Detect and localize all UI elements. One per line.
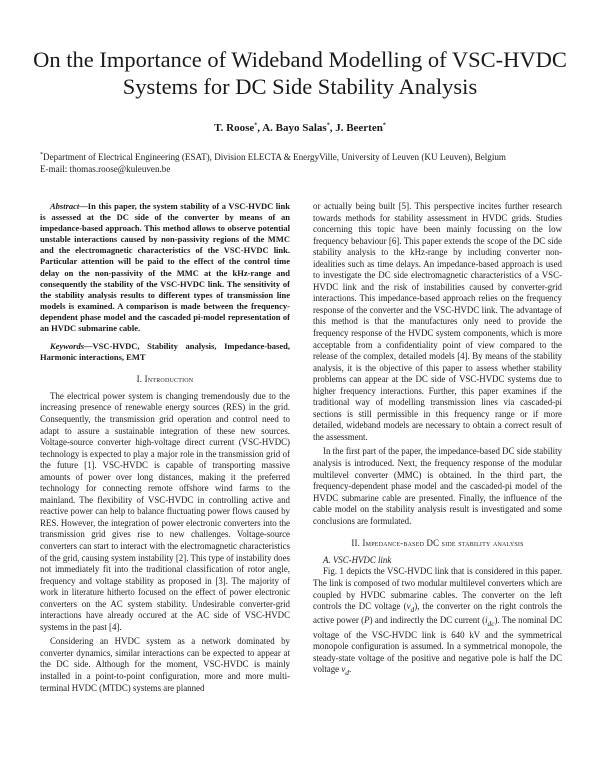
paragraph: In the first part of the paper, the impedance-based DC side stability analysis is introduced. Next, the frequency response of the modular multilevel converter (MMC) is obtained. In the third part, the frequency-dependent phase model and the cascaded-pi model of the HVDC submarine cable are presented. Finally, the influence of the cable model on the stability analysis result is investigated and some conclusions are formulated.	[313, 446, 562, 526]
section-heading-impedance	[313, 538, 562, 550]
paragraph: or actually being built [5]. This perspective incites further research towards methods for stability assessment in HVDC grids. Studies concerning this topic have been mainly focussing on the low frequency behaviour [6]. This paper extends the scope of the DC side stability analysis to the kHz-range by including converter non-idealities such as time delays. An impedance-based approach is used to investigate the DC side electromagnetic characteristics of a VSC-HVDC link and the risk of instabilities caused by converter-grid interactions. This impedance-based approach relies on the frequency response of the converter and the VSC-HVDC link. The advantage of this method is that the manufactures only need to provide the frequency response of the HVDC system components, which is more acceptable from a confidentiality point of view compared to the release of the complex, detailed models [4]. By means of the stability analysis, it is the objective of this paper to assess whether stability problems can appear at the DC side of VSC-HVDC systems due to higher frequency interactions. Further, this paper examines if the traditional way of modelling transmission lines via cascaded-pi sections is still permissible in this frequency range or if more detailed, wideband models are necessary to obtain a correct result of the assessment.	[313, 201, 562, 442]
math-idc	[485, 615, 495, 629]
paragraph	[313, 566, 562, 678]
affiliation	[40, 152, 560, 175]
author-mark: *	[326, 122, 330, 129]
keywords: Keywords—VSC-HVDC, Stability analysis, Impedance-based, Harmonic interactions, EMT	[40, 341, 290, 363]
keywords-label: Keywords	[50, 341, 84, 352]
abstract-text: In this paper, the system stability of a VSC-HVDC link is assessed at the DC side of the converter by means of an impedance-based approach. This method allows to observe potential unstable interactions caused by non-passivity regions of the MMC and the electromagnetic characteristics of the VSC-HVDC link. Particular attention will be paid to the effect of the control time delay on the non-passivity of the MMC at the kHz-range and consequently the stability of the VSC-HVDC link. The sensitivity of the stability analysis results to different types of transmission line models is examined. A comparison is made between the frequency-dependent phase model and the cascaded pi-model representation of an HVDC submarine cable.	[40, 201, 290, 334]
math-symbol: v	[406, 601, 411, 612]
text-run: ). The nominal DC voltage of the VSC-HVDC link is 640 kV and the symmetrical monopole configuration is assumed. In a symmetrical monopole, the steady-state voltage of the positive and negative pole is half the DC voltage	[313, 615, 562, 675]
text-run: ), the converter on the right controls the active power (	[313, 601, 562, 626]
math-subscript: dc	[487, 619, 495, 629]
text-run: Fig. 1 depicts the VSC-HVDC link that is considered in this paper. The link is composed of two modular multilevel converters which are coupled by HVDC submarine cables. The converter on the left controls the DC voltage (	[313, 566, 562, 612]
section-title: Impedance-based DC side stability analysis	[362, 538, 524, 549]
text-run: ) and indirectly the DC current (	[369, 615, 486, 626]
affiliation-text: Department of Electrical Engineering (ESAT), Division ELECTA & EnergyVille, University of Leuven (KU Leuven), Belgium	[43, 152, 506, 162]
abstract-label: Abstract	[50, 201, 80, 211]
section-number: II.	[351, 538, 361, 549]
paragraph: Considering an HVDC system as a network dominated by converter dynamics, similar interactions can be expected to appear at the DC side. Although for the moment, VSC-HVDC is mainly installed in a point-to-point configuration, more and more multi-terminal HVDC (MTDC) systems are planned	[40, 636, 290, 693]
author-mark: *	[382, 122, 386, 129]
right-column	[313, 201, 562, 679]
section-number: I.	[136, 374, 143, 385]
paper-title: On the Importance of Wideband Modelling of VSC-HVDC Systems for DC Side Stability Analysis	[33, 47, 567, 99]
math-vd	[341, 664, 352, 678]
keywords-text: VSC-HVDC, Stability analysis, Impedance-based, Harmonic interactions, EMT	[40, 341, 290, 363]
affiliation-mark: *	[40, 151, 43, 158]
section-heading-introduction	[40, 374, 290, 386]
text-run: .	[349, 664, 352, 675]
abstract: Abstract—In this paper, the system stability of a VSC-HVDC link is assessed at the DC side of the converter by means of an impedance-based approach. This method allows to observe potential unstable interactions caused by non-passivity regions of the MMC and the electromagnetic characteristics of the VSC-HVDC link. Particular attention will be paid to the effect of the control time delay on the non-passivity of the MMC at the kHz-range and consequently the stability of the VSC-HVDC link. The sensitivity of the stability analysis results to different types of transmission line models is examined. A comparison is made between the frequency-dependent phase model and the cascaded pi-model representation of an HVDC submarine cable.	[40, 201, 290, 334]
math-subscript: d	[410, 604, 415, 614]
author-name: J. Beerten	[335, 122, 383, 134]
author-email: E-mail: thomas.roose@kuleuven.be	[40, 163, 171, 174]
math-symbol: v	[341, 664, 346, 675]
author-mark: *	[254, 122, 258, 129]
paragraph: The electrical power system is changing tremendously due to the increasing presence of renewable energy sources (RES) in the grid. Consequently, the transmission grid operation and control need to adapt to assure a sustainable integration of these new sources. Voltage-source converter high-voltage direct current (VSC-HVDC) technology is expected to play a major role in the transmission grid of the future [1]. VSC-HVDC is capable of transporting massive amounts of power over long distances, making it the preferred technology for connecting remote offshore wind farms to the mainland. The flexibility of VSC-HVDC in controlling active and reactive power can help to balance fluctuating power flows caused by RES. However, the integration of power electronic converters into the transmission grid gives rise to new challenges. Voltage-source converters can start to interact with the electromagnetic characteristics of the grid, causing system instability [2]. This type of instability does not immediately fit into the traditional classification of rotor angle, frequency and voltage stability as proposed in [3]. The majority of work in literature hitherto focused on the effect of power electronic converters on the AC system stability. Undesirable converter-grid interactions have already occured at the AC side of VSC-HVDC systems in the past [4].	[40, 390, 290, 632]
section-title: Introduction	[144, 374, 194, 385]
author-name: T. Roose	[214, 122, 255, 134]
subsection-heading: A. VSC-HVDC link	[323, 554, 392, 565]
left-column	[40, 201, 290, 694]
math-P: P	[364, 615, 370, 626]
math-subscript: d	[345, 668, 349, 678]
author-list: T. Roose*, A. Bayo Salas*, J. Beerten*	[214, 122, 386, 134]
math-symbol: i	[485, 615, 488, 626]
author-name: A. Bayo Salas	[262, 122, 327, 134]
